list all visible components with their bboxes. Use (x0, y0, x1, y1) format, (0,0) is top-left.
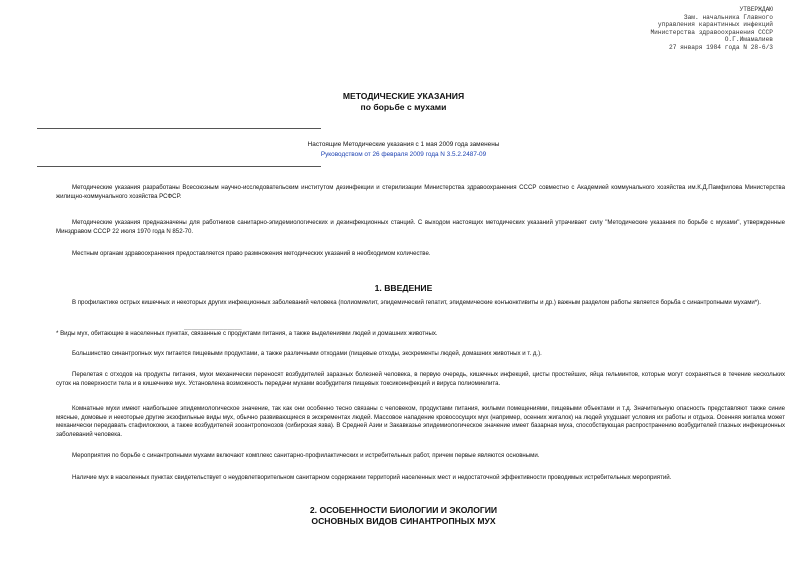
replacement-link[interactable]: Руководством от 26 февраля 2009 года N 3.5.2.2487-09 (320, 151, 487, 158)
section-paragraph: Большинство синантропных мух питается пищевыми продуктами, а также различными отходами (пищевые отходы, экскременты людей, домашних животных и т. д.). (72, 350, 542, 357)
section-paragraph: Комнатные мухи имеют наибольшее эпидемиологическое значение, так как они особенно тесно связаны с человеком, продуктами питания, жилыми помещениями, пищевыми объектами и т.д. Значительную опасность представляют также синие мясные, домовые и некоторые другие экзофильные виды мух, обычно развивающиеся в экскрементах людей. Массовое нападение кровососущих мух (например, осенних жигалок) на людей ухудшает условия их работы и отдыха. Осенняя жигалка может механически передавать стафилококки, а также возбудителей зооантропонозов (сибирская язва). В Средней Азии и Закавказье эпидемиологическое значение имеет базарная муха, способствующая распространению возбудителей глазных инфекционных заболеваний человека. (56, 405, 785, 439)
section2-heading-line2: ОСНОВНЫХ ВИДОВ СИНАНТРОПНЫХ МУХ (311, 516, 496, 526)
section-paragraph: В профилактике острых кишечных и некоторых других инфекционных заболеваний человека (полиомиелит, эпидемический гепатит, эпидемические конъюнктивиты и др.) важным разделом работы является борьба с синантропными мухами*). (72, 299, 761, 306)
approval-line: О.Г.Имамалиев (724, 36, 773, 44)
section-paragraph: Наличие мух в населенных пунктах свидетельствует о неудовлетворительном санитарном содержании территорий населенных мест и недостаточной эффективности проводимых истребительных мероприятий. (72, 474, 672, 481)
replacement-notice: Настоящие Методические указания с 1 мая 2009 года заменены (307, 141, 500, 148)
section-paragraph: Перелетая с отходов на продукты питания, мухи механически переносят возбудителей заразных болезней человека, в первую очередь, кишечных инфекций, цисты простейших, яйца гельминтов, которые могут сохраняться в течение нескольких суток на поверхности тела и в кишечнике мух. Установлена возможность передачи мухами возбудителя пищевых токсикоинфекций и вируса полиомиелита. (56, 371, 785, 387)
intro-paragraph: Методические указания разработаны Всесоюзным научно-исследовательским институтом дезинфекции и стерилизации Министерства здравоохранения СССР совместно с Академией коммунального хозяйства им.К.Д.Памфилова Министерства жилищно-коммунального хозяйства РСФСР. (56, 184, 785, 200)
document-title: МЕТОДИЧЕСКИЕ УКАЗАНИЯ (342, 91, 465, 101)
intro-paragraph: Местным органам здравоохранения предоставляется право размножения методических указаний в необходимом количестве. (72, 250, 431, 257)
approval-line: управления карантинных инфекций (657, 21, 773, 29)
approval-line: Зам. начальника Главного (683, 13, 773, 21)
intro-paragraph: Методические указания предназначены для работников санитарно-эпидемиологических и дезинфекционных станций. С выходом настоящих методических указаний утрачивает силу "Методические указания по борьбе с мухами", утвержденные Минздравом СССР 22 июля 1970 года N 852-70. (56, 219, 785, 235)
footnote-separator: ________________ (184, 324, 242, 331)
section-heading: 1. ВВЕДЕНИЕ (374, 283, 433, 293)
approval-block (650, 6, 773, 52)
approval-line: УТВЕРЖДАЮ (739, 6, 773, 13)
divider-top (37, 128, 321, 129)
approval-line: 27 января 1984 года N 28-6/3 (669, 43, 773, 51)
section-paragraph: Мероприятия по борьбе с синантропными мухами включают комплекс санитарно-профилактических и истребительных работ, причем первые являются основными. (72, 452, 540, 459)
document-subtitle: по борьбе с мухами (360, 102, 447, 112)
footnote: * Виды мух, обитающие в населенных пунктах, связанные с продуктами питания, а также выделениями людей и домашних животных. (56, 330, 438, 337)
section2-heading: 2. ОСОБЕННОСТИ БИОЛОГИИ И ЭКОЛОГИИ (309, 505, 498, 515)
divider-bottom (37, 166, 321, 167)
approval-line: Министерства здравоохранения СССР (650, 28, 773, 36)
